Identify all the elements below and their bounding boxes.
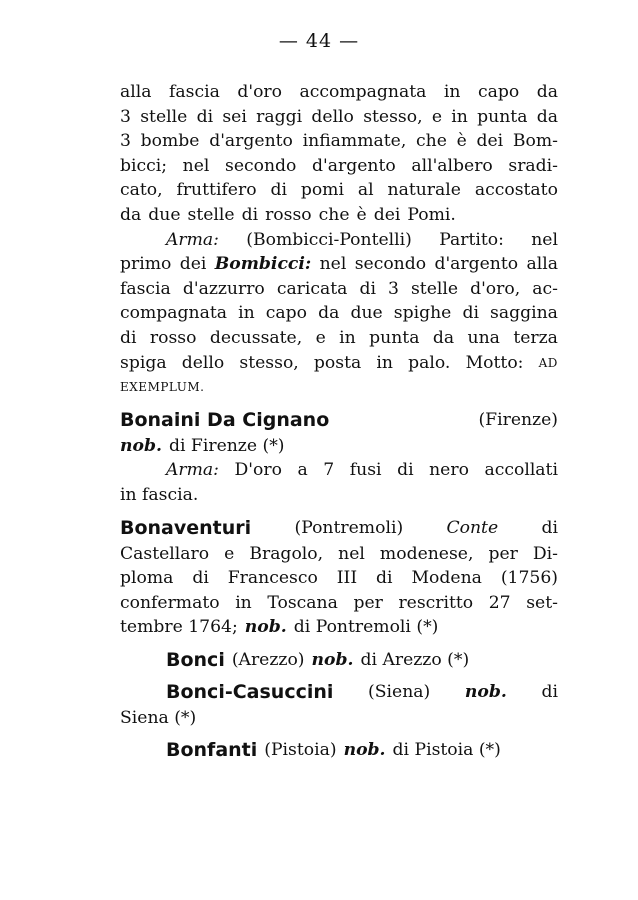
word: per [353,592,383,613]
entry-bonfanti [120,736,558,764]
word: fusi [349,460,382,481]
text-line [120,434,558,459]
word: punta [369,327,420,348]
word: d'oro [237,82,282,102]
entry-name: Bonci [166,648,225,671]
text-line [120,566,558,591]
arma-continuation: in fascia. [120,484,199,505]
word: stelle [140,106,188,127]
word: Castellaro [120,543,210,564]
word: Modena [411,568,482,589]
text-line [120,351,558,376]
entry-place: (Pistoia) [264,740,337,761]
text-line [120,203,558,228]
word: a [297,460,308,481]
word: e [431,106,442,127]
word: nel [338,543,365,564]
entry-heading [120,406,558,434]
entry-bonaini-da-cignano [120,406,558,508]
entry-place: (Arezzo) [231,649,305,670]
text-line [120,375,558,400]
word: decussate, [209,327,303,348]
text-line [120,615,558,640]
word: spiga [120,352,167,373]
entry-title-post: di [541,517,558,538]
word: nel [319,254,347,275]
entry-title: nob. [343,740,386,761]
word: saggina [490,303,558,324]
entry-bonci-casuccini [120,678,558,731]
word: in [376,352,393,373]
word: in [339,327,356,348]
word: Di- [532,543,558,564]
entry-name: Bonaini Da Cignano [120,408,330,431]
word: alla [120,82,152,102]
word: e [315,327,326,348]
word: set- [526,592,558,613]
entry-rest: di Arezzo (*) [360,649,470,670]
word: 3 [120,106,131,127]
word: ac- [532,278,558,299]
word: 3 [388,278,399,299]
word: dello [311,106,354,127]
entry-title: Conte [446,517,499,538]
word: nel [182,155,210,176]
word: (Bombicci-Pontelli) [246,229,412,250]
word: che [318,204,350,225]
word: in [443,82,461,102]
entry-lines [120,542,558,616]
entry-place: (Firenze) [478,409,558,430]
word: stesso, [363,106,423,127]
word: per [488,543,518,564]
entry-name: Bonfanti [166,739,258,762]
word: 27 [488,592,511,613]
word: nel [531,229,558,250]
word: D'oro [234,460,282,481]
page-body [120,80,558,764]
word: rescritto [398,592,474,613]
word: è [356,204,367,225]
family-name: Bombicci: [214,254,312,275]
word: cato, [120,180,163,201]
text-line [120,105,558,130]
entry-heading [120,646,558,674]
word: accompagnata [299,82,427,102]
word: da [120,204,142,225]
word: confermato [120,592,220,613]
word: ploma [120,568,174,589]
word: punta [477,106,528,127]
entry-heading [120,514,558,542]
word: pomi [300,180,344,201]
word: rosso [265,204,312,225]
word: d'azzurro [182,278,265,299]
word: bicci; [120,155,168,176]
word: Partito: [439,229,504,250]
word: III [336,568,358,589]
word: Motto: [465,352,524,373]
entry-heading [120,736,558,764]
word: modenese, [379,543,474,564]
entry-name: Bonaventuri [120,516,252,539]
word: che [416,131,447,152]
word: d'argento [434,254,519,275]
continuation-paragraph [120,80,558,228]
word: di [397,460,414,481]
entry-rest: di [541,681,558,702]
arma-label: Arma: [166,460,219,481]
word: una [467,327,500,348]
text-line [120,277,558,302]
word: (1756) [500,568,558,589]
word: e [224,543,235,564]
text-line [120,591,558,616]
word: d'argento [209,131,293,152]
entry-title: nob. [464,681,507,702]
entry-rest: di Pistoia (*) [392,740,501,761]
word: Toscana [267,592,338,613]
word: dei [476,131,504,152]
arma-label: Arma: [166,229,219,250]
entry-rest: di Firenze (*) [168,435,285,456]
word: due [350,303,383,324]
text-line [120,483,558,508]
word: secondo [225,155,297,176]
word: accostato [474,180,558,201]
word: secondo [354,254,427,275]
word: compagnata [120,303,227,324]
text-line [120,326,558,351]
word: alla [526,254,558,275]
word: stelle [410,278,459,299]
entry-place: (Siena) [368,681,431,702]
word: dei [373,204,401,225]
word: d'oro, [470,278,521,299]
word: dello [181,352,225,373]
entry-bonaventuri [120,514,558,640]
entry-bonci [120,646,558,674]
word: palo. [408,352,451,373]
arma-bombicci-pontelli-paragraph [120,228,558,400]
entry-place: (Pontremoli) [294,517,404,538]
text-line [120,80,558,105]
word: da [432,327,455,348]
word: di [462,303,479,324]
motto-text: AD [538,355,558,370]
word: da [318,303,340,324]
word: naturale [387,180,461,201]
word: di [359,278,376,299]
text-line [120,706,558,731]
entry-last-post: di Pontremoli (*) [293,617,439,638]
word: stelle [187,204,235,225]
word: d'argento [312,155,396,176]
entry-name: Bonci-Casuccini [166,680,334,703]
word: 3 [120,131,131,152]
word: caricata [276,278,348,299]
word: primo [120,254,172,275]
word: capo [265,303,307,324]
word: Pomi. [407,204,456,225]
word: spighe [393,303,452,324]
entry-last-pre: tembre 1764; [120,617,238,638]
word: Bom- [512,131,558,152]
word: terza [513,327,558,348]
motto-text: EXEMPLUM. [120,380,205,395]
entry-continuation: Siena (*) [120,707,197,728]
arma-lines [120,277,558,351]
word: è [456,131,467,152]
text-line [120,252,558,277]
word: accollati [484,460,558,481]
text-line [120,129,558,154]
word: infiammate, [302,131,407,152]
entry-heading [120,678,558,706]
page-number: — 44 — [278,30,360,52]
entry-title: nob. [311,649,354,670]
word: in [235,592,252,613]
word: al [357,180,374,201]
word: sradi- [508,155,558,176]
word: di [376,568,393,589]
word: da [536,82,558,102]
word: fruttifero [176,180,257,201]
word: in [238,303,255,324]
word: all'albero [411,155,493,176]
word: di [120,327,137,348]
word: posta [313,352,362,373]
word: rosso [149,327,197,348]
entry-title: nob. [244,617,287,638]
word: di [192,568,209,589]
entry-title: nob. [120,435,162,456]
word: di [270,180,287,201]
word: due [148,204,181,225]
word: sei [222,106,247,127]
word: Francesco [227,568,318,589]
word: Bragolo, [249,543,324,564]
text-line [120,178,558,203]
word: raggi [256,106,303,127]
word: bombe [140,131,200,152]
text-line [120,154,558,179]
word: fascia [120,278,171,299]
word: fascia [169,82,220,102]
text-line [120,301,558,326]
word: in [451,106,468,127]
word: di [196,106,214,127]
word: da [536,106,558,127]
word: stesso, [239,352,299,373]
text-line [120,542,558,567]
word: 7 [323,460,335,481]
word: di [241,204,259,225]
text-line [120,458,558,483]
word: nero [429,460,469,481]
word: capo [477,82,520,102]
text-line [120,228,558,253]
word: dei [179,254,207,275]
